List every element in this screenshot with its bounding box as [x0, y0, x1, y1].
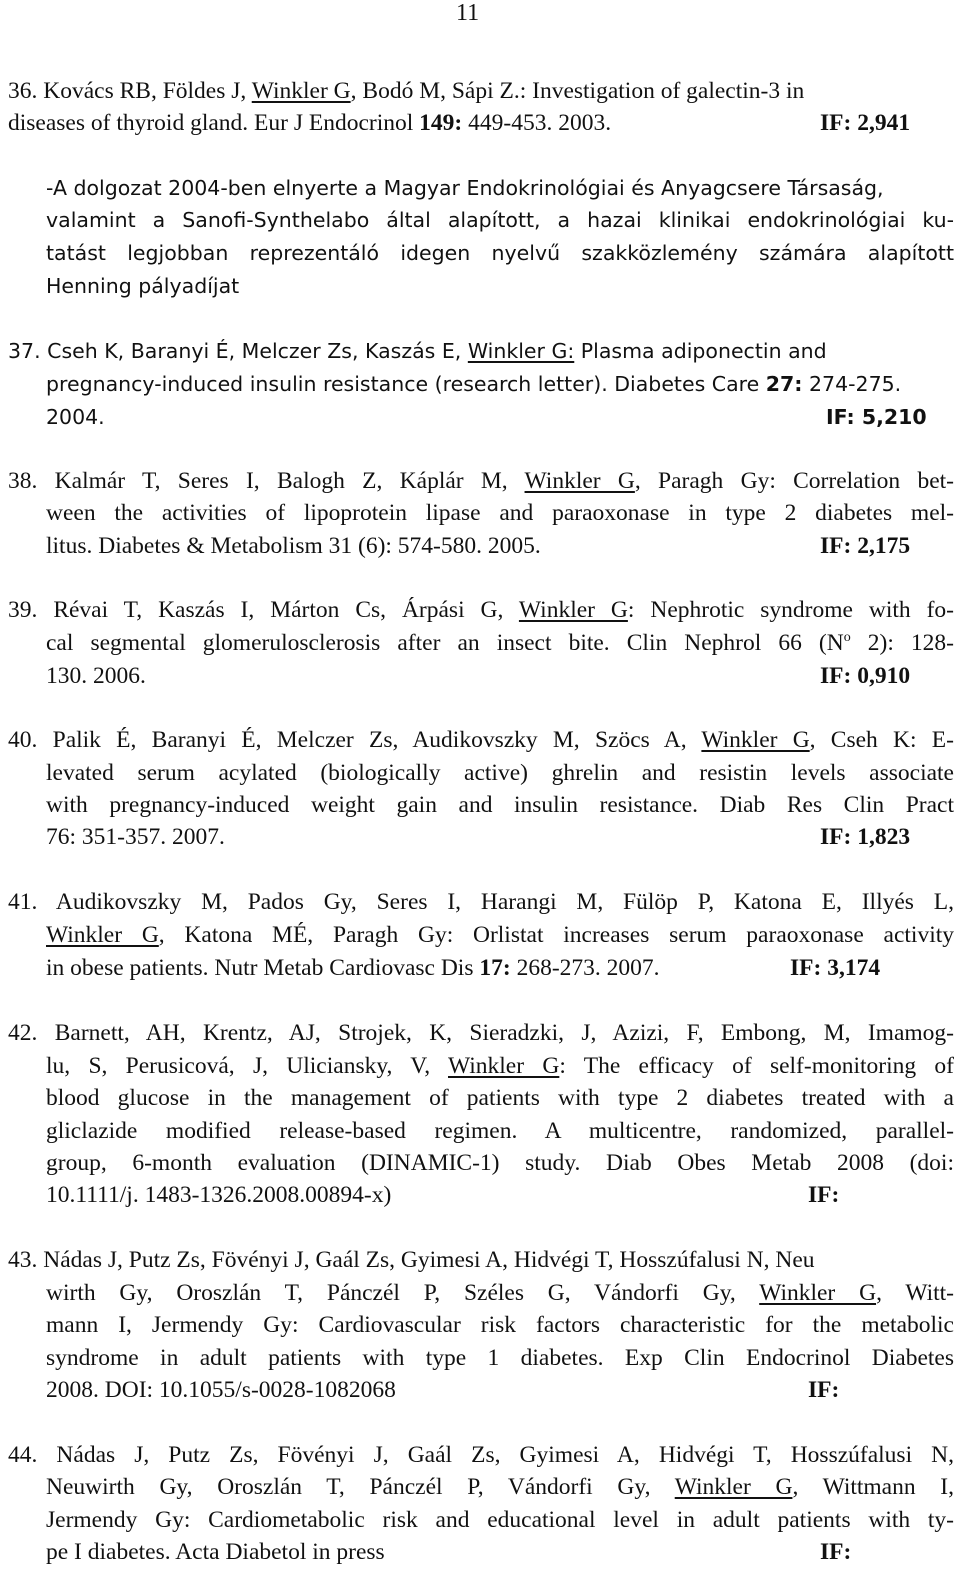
entry-42-highlighted-author: Winkler G	[448, 1053, 560, 1079]
entry-42-line-2: lu, S, Perusicová, J, Uliciansky, V, Winkler G: The efficacy of self-monitoring of	[46, 1053, 955, 1079]
entry-42-authors: Barnett, AH, Krentz, AJ, Strojek, K, Sieradzki, J, Azizi, F, Embong, M, Imamog-	[37, 1020, 954, 1046]
entry-40-highlighted-author: Winkler G	[701, 727, 810, 753]
entry-36-line-2	[8, 108, 611, 138]
entry-37-volume: 27:	[765, 372, 803, 396]
entry-42-line-1	[8, 1018, 954, 1048]
entry-39-authors: Révai T, Kaszás I, Márton Cs, Árpási G,	[37, 597, 519, 623]
entry-42-line-5: group, 6-month evaluation (DINAMIC-1) study. Diab Obes Metab 2008 (doi:	[46, 1150, 954, 1176]
entry-42-line-4: gliclazide modified release-based regimen. A multicentre, randomized, parallel-	[46, 1118, 954, 1144]
entry-43-line-2: wirth Gy, Oroszlán T, Pánczél P, Széles G, Vándorfi Gy, Winkler G, Witt-	[46, 1280, 954, 1306]
entry-37-highlighted-author: Winkler G:	[467, 339, 575, 363]
entry-42-number: 42.	[8, 1020, 38, 1046]
entry-36-pages-year: 449-453. 2003.	[462, 110, 612, 136]
entry-40-line-1: 40. Palik É, Baranyi É, Melczer Zs, Audikovszky M, Szöcs A, Winkler G, Cseh K: E-	[8, 727, 954, 753]
entry-43-line-4: syndrome in adult patients with type 1 diabetes. Exp Clin Endocrinol Diabetes	[46, 1345, 954, 1371]
entry-37-title: Plasma adiponectin and	[574, 339, 827, 363]
entry-44-highlighted-author: Winkler G	[674, 1474, 793, 1500]
entry-42-line-6: 10.1111/j. 1483-1326.2008.00894-x)	[46, 1182, 392, 1208]
entry-40-line-4: 76: 351-357. 2007.	[46, 824, 225, 850]
entry-43-highlighted-author: Winkler G	[759, 1280, 877, 1306]
entry-41-number: 41.	[8, 889, 38, 915]
entry-37-line-2: pregnancy-induced insulin resistance (research letter). Diabetes Care 27: 274-275.	[46, 372, 902, 396]
entry-39-line-3: 130. 2006.	[46, 663, 146, 689]
entry-43-line-3: mann I, Jermendy Gy: Cardiovascular risk factors characteristic for the metabolic	[46, 1312, 954, 1338]
entry-39-line-2: cal segmental glomerulosclerosis after an insect bite. Clin Nephrol 66 ($N^o$ 2): 128-	[46, 630, 954, 656]
entry-41-line-2: Winkler G, Katona MÉ, Paragh Gy: Orlistat increases serum paraoxonase activity	[46, 922, 954, 948]
entry-41-highlighted-author: Winkler G	[46, 922, 159, 948]
entry-44-number: 44.	[8, 1442, 38, 1468]
entry-36-title: , Bodó M, Sápi Z.: Investigation of galectin-3 in	[350, 78, 805, 104]
entry-36-impact-factor: IF: 2,941	[820, 110, 911, 136]
entry-36-line-1	[8, 76, 954, 106]
entry-40-line-2: levated serum acylated (biologically active) ghrelin and resistin levels associate	[46, 760, 954, 786]
entry-37-number: 37.	[8, 339, 41, 363]
entry-41-line-3: in obese patients. Nutr Metab Cardiovasc Dis 17: 268-273. 2007.	[46, 955, 660, 981]
prize-note-line-3: tatást legjobban reprezentáló idegen nyelvű szakközlemény számára alapított	[46, 241, 954, 265]
entry-42-line-3: blood glucose in the management of patients with type 2 diabetes treated with a	[46, 1085, 954, 1111]
entry-41-line-1	[8, 887, 954, 917]
entry-38-impact-factor: IF: 2,175	[820, 533, 911, 559]
entry-37-impact-factor: IF: 5,210	[826, 405, 927, 429]
prize-note-line-4: Henning pályadíjat	[46, 274, 240, 298]
entry-43-impact-factor: IF:	[808, 1377, 840, 1403]
prize-note-line-2: valamint a Sanofi-Synthelabo által alapított, a hazai klinikai endokrinológiai ku-	[46, 208, 954, 232]
entry-44-line-4: pe I diabetes. Acta Diabetol in press	[46, 1539, 385, 1565]
entry-38-line-2: ween the activities of lipoprotein lipase and paraoxonase in type 2 diabetes mel-	[46, 500, 954, 526]
entry-44-line-3: Jermendy Gy: Cardiometabolic risk and educational level in adult patients with ty-	[46, 1507, 954, 1533]
entry-38-number: 38.	[8, 468, 38, 494]
entry-44-line-2: Neuwirth Gy, Oroszlán T, Pánczél P, Vándorfi Gy, Winkler G, Wittmann I,	[46, 1474, 955, 1500]
entry-38-authors: Kalmár T, Seres I, Balogh Z, Káplár M,	[37, 468, 525, 494]
entry-40-impact-factor: IF: 1,823	[820, 824, 911, 850]
entry-39-impact-factor: IF: 0,910	[820, 663, 911, 689]
entry-44-line-1	[8, 1440, 954, 1470]
entry-36-journal: diseases of thyroid gland. Eur J Endocrinol	[8, 110, 420, 136]
prize-note-line-1: -A dolgozat 2004-ben elnyerte a Magyar Endokrinológiai és Anyagcsere Társaság,	[46, 176, 884, 200]
entry-41-volume: 17:	[479, 955, 511, 981]
entry-43-line-1	[8, 1245, 815, 1275]
entry-36-number: 36.	[8, 78, 38, 104]
entry-40-line-3: with pregnancy-induced weight gain and insulin resistance. Diab Res Clin Pract	[46, 792, 954, 818]
entry-43-line-5: 2008. DOI: 10.1055/s-0028-1082068	[46, 1377, 396, 1403]
entry-36-authors: Kovács RB, Földes J,	[43, 78, 252, 104]
entry-37-authors: Cseh K, Baranyi É, Melczer Zs, Kaszás E,	[40, 339, 468, 363]
entry-44-impact-factor: IF:	[820, 1539, 852, 1565]
entry-37-line-1	[8, 336, 827, 366]
entry-37-year: 2004.	[46, 405, 105, 429]
page-number: 11	[456, 0, 480, 26]
entry-44-authors: Nádas J, Putz Zs, Fövényi J, Gaál Zs, Gyimesi A, Hidvégi T, Hosszúfalusi N,	[37, 1442, 954, 1468]
entry-42-impact-factor: IF:	[808, 1182, 840, 1208]
entry-39-line-1: 39. Révai T, Kaszás I, Márton Cs, Árpási G, Winkler G: Nephrotic syndrome with fo-	[8, 597, 955, 623]
entry-38-highlighted-author: Winkler G	[524, 468, 635, 494]
entry-43-authors: Nádas J, Putz Zs, Fövényi J, Gaál Zs, Gyimesi A, Hidvégi T, Hosszúfalusi N, Neu	[37, 1247, 815, 1273]
entry-36-highlighted-author: Winkler G	[251, 78, 351, 104]
entry-41-impact-factor: IF: 3,174	[790, 955, 881, 981]
entry-41-authors: Audikovszky M, Pados Gy, Seres I, Harangi M, Fülöp P, Katona E, Illyés L,	[37, 889, 954, 915]
entry-40-number: 40.	[8, 727, 38, 753]
entry-36-volume: 149:	[419, 110, 463, 136]
entry-39-number: 39.	[8, 597, 38, 623]
entry-40-authors: Palik É, Baranyi É, Melczer Zs, Audikovszky M, Szöcs A,	[37, 727, 702, 753]
entry-38-line-1: 38. Kalmár T, Seres I, Balogh Z, Káplár M, Winkler G, Paragh Gy: Correlation bet-	[8, 468, 954, 494]
entry-39-highlighted-author: Winkler G	[518, 597, 628, 623]
entry-38-line-3: litus. Diabetes & Metabolism 31 (6): 574-580. 2005.	[46, 533, 541, 559]
entry-43-number: 43.	[8, 1247, 38, 1273]
